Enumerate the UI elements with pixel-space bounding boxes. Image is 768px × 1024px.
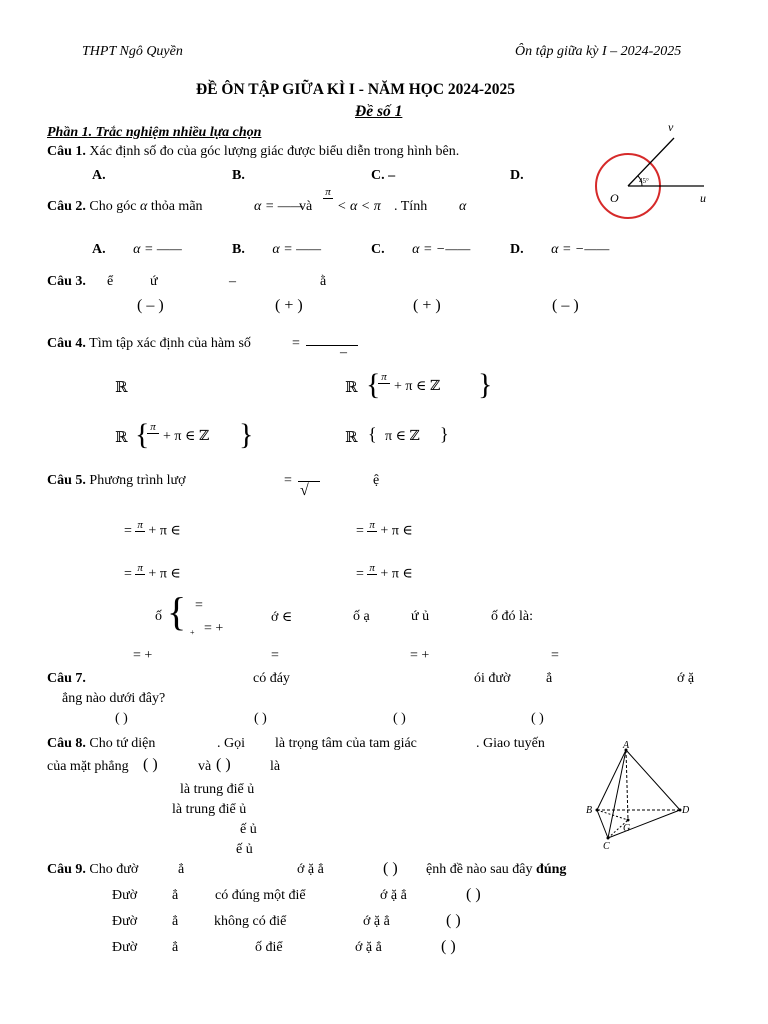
q3-option-d[interactable]: ( – ) bbox=[552, 297, 579, 314]
q5-c-post: + π ∈ bbox=[148, 566, 181, 582]
q5-a-frac bbox=[135, 520, 145, 543]
q9-c-frag-3: ố điể bbox=[255, 940, 283, 955]
q1-option-c[interactable]: C. – bbox=[371, 168, 396, 183]
q4-minus: – bbox=[340, 345, 347, 360]
q6-eq1: = bbox=[195, 598, 203, 613]
q9-b-frag-4: ớ ặ ẳ bbox=[363, 914, 390, 929]
q9-a-frag-3: có đúng một điể bbox=[215, 888, 306, 903]
q9-a-frag-4: ớ ặ ẳ bbox=[380, 888, 407, 903]
q3-frag-3: – bbox=[229, 274, 236, 289]
edge-ab bbox=[597, 750, 626, 810]
q6-frag-d: ứ ủ bbox=[411, 609, 430, 624]
q2-option-c-expr: α = −—— bbox=[412, 242, 471, 257]
q2-pi: π bbox=[323, 186, 333, 199]
q4-c-brace-close: } bbox=[239, 418, 254, 451]
angle-figure bbox=[590, 118, 720, 218]
q4-option-c[interactable] bbox=[115, 428, 127, 447]
q2-text-b: thỏa mãn bbox=[150, 199, 203, 214]
q5-option-a[interactable] bbox=[124, 520, 181, 543]
q9-c-frag-1: Đườ bbox=[112, 940, 138, 955]
q8-text-b: . Gọi bbox=[217, 736, 245, 751]
q9-option-c[interactable] bbox=[112, 940, 137, 956]
q2-condition-a: α = —— bbox=[254, 199, 303, 214]
label-a: A bbox=[623, 740, 630, 751]
q4-equals: = bbox=[292, 336, 300, 351]
q9-a-frag-1: Đườ bbox=[112, 888, 138, 903]
q7-frag-a: có đáy bbox=[253, 671, 290, 686]
q6-frag-a: ố bbox=[155, 609, 162, 624]
q6-system-brace: { bbox=[167, 589, 187, 634]
question-7-label: Câu 7. bbox=[47, 671, 86, 686]
q5-b-frac bbox=[367, 520, 377, 543]
segment-bg bbox=[597, 810, 628, 820]
q3-frag-2: ứ bbox=[150, 274, 158, 289]
q5-a-post: + π ∈ bbox=[148, 523, 181, 539]
question-5 bbox=[47, 473, 186, 489]
question-2-label: Câu 2. bbox=[47, 199, 86, 214]
q3-option-c[interactable]: ( + ) bbox=[413, 297, 441, 314]
q8-line2-c: và bbox=[198, 759, 212, 774]
label-u: u bbox=[700, 191, 706, 205]
q2-condition-and: và bbox=[299, 199, 313, 214]
q8-text-a: Cho tứ diện bbox=[89, 736, 156, 751]
q6-option-b[interactable]: = bbox=[271, 648, 279, 663]
exam-subject: Ôn tập giữa kỳ I – 2024-2025 bbox=[515, 44, 682, 59]
page-title: ĐỀ ÔN TẬP GIỮA KÌ I - NĂM HỌC 2024-2025 bbox=[196, 81, 516, 98]
point-b bbox=[596, 809, 599, 812]
part1-heading: Phần 1. Trắc nghiệm nhiều lựa chọn bbox=[47, 125, 262, 140]
q6-option-d[interactable]: = bbox=[551, 648, 559, 663]
question-8-label: Câu 8. bbox=[47, 736, 86, 751]
q9-paren: ( ) bbox=[383, 860, 398, 877]
q2-option-a-expr: α = —— bbox=[133, 242, 182, 257]
q9-text-c: ớ ặ ẳ bbox=[297, 862, 324, 877]
q7-option-b[interactable]: ( ) bbox=[254, 711, 267, 726]
q5-text: Phương trình lượ bbox=[89, 473, 186, 488]
q2-option-a-letter: A. bbox=[92, 242, 106, 257]
q6-frag-b: ớ ∈ bbox=[271, 610, 293, 625]
q4-option-a[interactable]: ℝ bbox=[115, 380, 128, 396]
q7-frag-c: ẳ bbox=[546, 671, 553, 686]
q2-option-c[interactable] bbox=[371, 242, 470, 258]
q5-option-d[interactable] bbox=[356, 563, 413, 586]
point-c bbox=[607, 837, 610, 840]
q8-option-b[interactable]: là trung điể ủ bbox=[172, 802, 247, 817]
q5-sqrt: √ bbox=[300, 482, 309, 499]
question-4-label: Câu 4. bbox=[47, 336, 86, 351]
q4-b-brace-open: { bbox=[366, 368, 381, 401]
q2-option-a[interactable] bbox=[92, 242, 182, 258]
label-g: G bbox=[623, 823, 631, 834]
q5-a-pi: π bbox=[137, 519, 143, 531]
q4-c-pi: π bbox=[147, 421, 159, 434]
q7-option-c[interactable]: ( ) bbox=[393, 711, 406, 726]
q6-option-a[interactable]: = + bbox=[133, 648, 153, 663]
q8-text-d: . Giao tuyến bbox=[476, 736, 545, 751]
tetrahedron-figure bbox=[582, 738, 702, 853]
q8-line2-a: của mặt phẳng bbox=[47, 759, 129, 774]
q5-c-eq: = bbox=[124, 566, 132, 582]
label-b: B bbox=[586, 805, 593, 816]
label-o: O bbox=[610, 191, 619, 205]
q4-b-brace-close: } bbox=[478, 368, 493, 401]
q6-frag-c: ố ạ bbox=[353, 609, 370, 624]
q4-b-pi: π bbox=[378, 371, 390, 384]
q4-text: Tìm tập xác định của hàm số bbox=[89, 336, 251, 351]
label-c: C bbox=[603, 841, 610, 852]
question-8 bbox=[47, 736, 155, 752]
q9-c-frag-4: ớ ặ ẳ bbox=[355, 940, 382, 955]
q4-d-brace-close: } bbox=[440, 424, 449, 444]
q8-option-a[interactable]: là trung điể ủ bbox=[180, 782, 255, 797]
q7-option-a[interactable]: ( ) bbox=[115, 711, 128, 726]
q5-option-b[interactable] bbox=[356, 520, 413, 543]
q9-b-frag-2: ẳ bbox=[172, 914, 179, 929]
q9-option-b[interactable] bbox=[112, 914, 137, 930]
q3-frag-4: ằ bbox=[320, 274, 327, 289]
q2-option-b-letter: B. bbox=[232, 242, 245, 257]
q8-line2-b: ( ) bbox=[143, 756, 158, 773]
q2-text-a: Cho góc bbox=[89, 199, 137, 214]
q2-alpha: α bbox=[139, 199, 148, 214]
q2-option-b-expr: α = —— bbox=[272, 242, 322, 257]
question-1-text: Xác định số đo của góc lượng giác được biểu diễn trong hình bên. bbox=[89, 144, 460, 159]
q8-option-d[interactable]: ế ủ bbox=[236, 842, 253, 857]
q5-d-frac bbox=[367, 563, 377, 586]
q2-alpha-target: α bbox=[459, 199, 467, 214]
label-v: v bbox=[668, 120, 674, 134]
q6-eq2: = + bbox=[204, 621, 224, 636]
angle-label: 45° bbox=[639, 177, 649, 185]
q9-c-frag-5: ( ) bbox=[441, 938, 456, 955]
question-3-label: Câu 3. bbox=[47, 274, 86, 289]
q5-option-c[interactable] bbox=[124, 563, 181, 586]
q2-text-c: . Tính bbox=[394, 199, 428, 214]
q9-a-frag-5: ( ) bbox=[466, 886, 481, 903]
q5-d-eq: = bbox=[356, 566, 364, 582]
q4-d-rest: π ∈ ℤ bbox=[385, 429, 420, 444]
point-g bbox=[627, 819, 630, 822]
question-9 bbox=[47, 862, 138, 878]
q8-line2-e: là bbox=[270, 759, 281, 774]
q9-option-a[interactable] bbox=[112, 888, 137, 904]
page-subtitle: Đề số 1 bbox=[355, 103, 403, 120]
q4-b-rest: + π ∈ ℤ bbox=[394, 379, 441, 394]
edge-cd bbox=[608, 810, 680, 838]
q5-b-pi: π bbox=[369, 519, 375, 531]
question-1-label: Câu 1. bbox=[47, 144, 86, 159]
edge-ad bbox=[626, 750, 680, 810]
q6-subscript: + bbox=[190, 628, 195, 637]
q5-c-pi: π bbox=[137, 562, 143, 574]
q2-option-c-letter: C. bbox=[371, 242, 385, 257]
ray-v bbox=[628, 138, 674, 186]
q9-a-frag-2: ẳ bbox=[172, 888, 179, 903]
q4-fraction-bar bbox=[306, 345, 358, 346]
q9-b-frag-5: ( ) bbox=[446, 912, 461, 929]
q9-text-b: ẳ bbox=[178, 862, 185, 877]
q5-a-eq: = bbox=[124, 523, 132, 539]
school-name: THPT Ngô Quyền bbox=[82, 44, 183, 59]
q8-option-c[interactable]: ế ủ bbox=[240, 822, 257, 837]
question-5-label: Câu 5. bbox=[47, 473, 86, 488]
q2-condition-c: < α < π bbox=[337, 199, 381, 214]
q1-option-a[interactable]: A. bbox=[92, 168, 106, 183]
q2-option-d-letter: D. bbox=[510, 242, 524, 257]
q2-option-d-expr: α = −—— bbox=[551, 242, 610, 257]
q6-option-c[interactable]: = + bbox=[410, 648, 430, 663]
q9-c-frag-2: ẳ bbox=[172, 940, 179, 955]
question-9-label: Câu 9. bbox=[47, 862, 86, 877]
q3-option-a[interactable]: ( – ) bbox=[137, 297, 164, 314]
q6-frag-e: ố đó là: bbox=[491, 609, 533, 624]
q7-frag-b: ói đườ bbox=[474, 671, 511, 686]
q7-line2: ẳng nào dưới đây? bbox=[62, 691, 166, 706]
question-2 bbox=[47, 199, 203, 215]
q8-line2-d: ( ) bbox=[216, 756, 231, 773]
q4-d-brace-open: { bbox=[368, 424, 377, 444]
edge-bc bbox=[597, 810, 608, 838]
q4-c-rest: + π ∈ ℤ bbox=[163, 429, 210, 444]
q2-option-b[interactable] bbox=[232, 242, 321, 258]
q5-b-eq: = bbox=[356, 523, 364, 539]
q4-option-d-set: ℝ bbox=[345, 430, 358, 446]
label-d: D bbox=[682, 805, 690, 816]
q7-option-d[interactable]: ( ) bbox=[531, 711, 544, 726]
q9-b-frag-3: không có điể bbox=[214, 914, 287, 929]
q5-tail: ệ bbox=[373, 473, 380, 488]
q5-c-frac bbox=[135, 563, 145, 586]
q2-option-d[interactable] bbox=[510, 242, 609, 258]
q5-equals: = bbox=[284, 473, 292, 488]
q4-option-b[interactable] bbox=[345, 378, 357, 397]
q4-option-d[interactable] bbox=[345, 428, 357, 447]
q9-text-d-bold: đúng bbox=[536, 862, 567, 877]
q1-option-d[interactable]: D. bbox=[510, 168, 524, 183]
q4-option-b-set: ℝ bbox=[345, 380, 358, 396]
q9-text-a: Cho đườ bbox=[89, 862, 139, 877]
question-1 bbox=[47, 144, 459, 160]
q5-d-pi: π bbox=[369, 562, 375, 574]
q1-option-b[interactable]: B. bbox=[232, 168, 245, 183]
q3-option-b[interactable]: ( + ) bbox=[275, 297, 303, 314]
q3-frag-1: ể bbox=[107, 274, 114, 289]
q8-text-c: là trọng tâm của tam giác bbox=[275, 736, 417, 751]
q9-b-frag-1: Đườ bbox=[112, 914, 138, 929]
q5-b-post: + π ∈ bbox=[380, 523, 413, 539]
question-4 bbox=[47, 336, 251, 352]
q7-frag-d: ớ ặ bbox=[677, 671, 695, 686]
q4-option-c-set: ℝ bbox=[115, 430, 128, 446]
q9-text-d-plain: ệnh đề nào sau đây bbox=[426, 862, 533, 877]
q4-c-brace-open: { bbox=[135, 418, 150, 451]
q9-text-d bbox=[426, 862, 566, 878]
q5-d-post: + π ∈ bbox=[380, 566, 413, 582]
